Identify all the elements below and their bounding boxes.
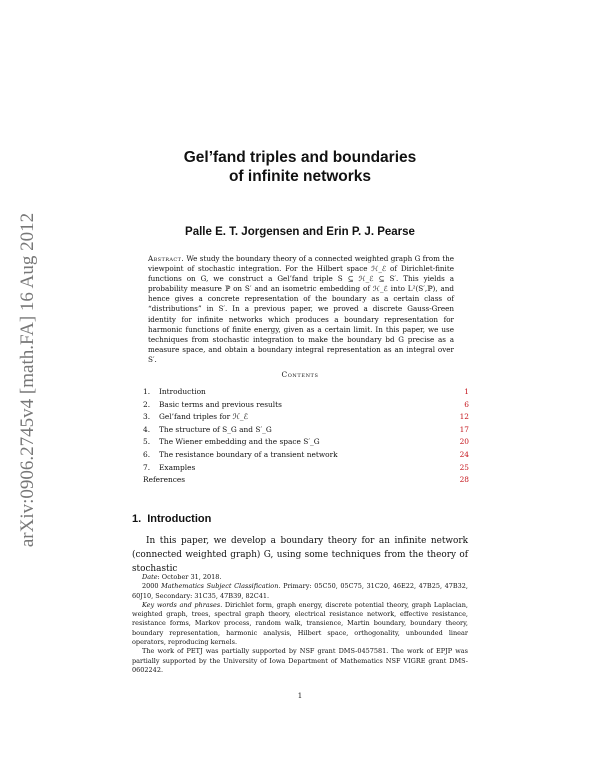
footnote-grants: The work of PETJ was partially supported by NSF grant DMS-0457581. The work of EPJP was partially supported by the University of Iowa Department of Mathematics NSF VIGRE grant DMS-0602242. — [132, 647, 468, 674]
toc-label: Basic terms and previous results — [159, 399, 282, 409]
toc-page-link[interactable]: 1 — [464, 387, 469, 396]
section-title: Introduction — [147, 513, 212, 525]
keywords-label: Key words and phrases. — [142, 600, 223, 609]
toc-number: 2. — [143, 399, 151, 409]
toc-page-link[interactable]: 17 — [459, 424, 469, 434]
page-number: 1 — [297, 692, 303, 700]
section-heading-introduction — [132, 513, 211, 525]
toc-label: References — [143, 475, 186, 485]
section-number: 1. — [132, 513, 142, 525]
toc-page-link[interactable]: 6 — [464, 399, 469, 409]
title-line-2: of infinite networks — [228, 168, 372, 185]
toc-label: Examples — [159, 462, 196, 472]
toc-page-link[interactable]: 24 — [459, 449, 469, 459]
table-of-contents — [143, 386, 469, 487]
toc-item-examples[interactable] — [143, 462, 469, 475]
abstract-text: We study the boundary theory of a connected weighted graph G from the viewpoint of stochastic integration. For the Hilbert space ℋ_ℰ of Dirichlet-finite functions on G, we construct a Gel’fand triple S ⊆ ℋ_ℰ ⊆ S′. This yields a probability measure ℙ on S′ and an isometric embedding of ℋ_ℰ into L²(S′,ℙ), and hence gives a concrete representation of the boundary as a certain class of “distributions” in S′. In a previous paper, we proved a discrete Gauss-Green identity for infinite networks which produces a boundary representation for harmonic functions of finite energy, given as a certain limit. In this paper, we use techniques from stochastic integration to make the boundary bd G precise as a measure space, and obtain a boundary integral representation as an integral over S′. — [148, 254, 454, 364]
abstract-heading: Abstract. — [148, 254, 185, 263]
toc-label: The resistance boundary of a transient network — [159, 449, 338, 459]
msc-prefix: 2000 — [142, 582, 162, 591]
authors: Palle E. T. Jorgensen and Erin P. J. Pearse — [185, 226, 415, 238]
footnotes — [132, 573, 468, 675]
toc-number: 5. — [143, 437, 151, 447]
toc-label: Gel’fand triples for ℋ_ℰ — [159, 412, 248, 422]
toc-item-basic-terms[interactable] — [143, 399, 469, 412]
footnote-msc — [132, 582, 468, 601]
toc-number: 3. — [143, 412, 151, 422]
toc-item-gelfand-triples[interactable] — [143, 411, 469, 424]
toc-page-link[interactable]: 20 — [459, 437, 469, 447]
title-line-1: Gel’fand triples and boundaries — [183, 149, 417, 166]
toc-item-structure[interactable] — [143, 424, 469, 437]
paper-title — [100, 148, 500, 186]
footnote-date — [132, 573, 468, 582]
footnote-keywords — [132, 601, 468, 647]
toc-number: 7. — [143, 462, 151, 472]
msc-label: Mathematics Subject Classification. — [161, 582, 281, 591]
keywords-value: Dirichlet form, graph energy, discrete potential theory, graph Laplacian, weighted graph, trees, spectral graph theory, electrical resistance network, effective resistance, resistance forms, Markov process, random walk, transience, Martin boundary, boundary theory, boundary representation, harmonic analysis, Hilbert space, orthogonality, unbounded linear operators, reproducing kernels. — [132, 600, 468, 647]
toc-page-link[interactable]: 28 — [459, 475, 469, 485]
date-label: Date — [142, 573, 158, 581]
toc-item-resistance-boundary[interactable] — [143, 449, 469, 462]
toc-item-introduction[interactable] — [143, 386, 469, 399]
toc-number: 6. — [143, 449, 151, 459]
contents-heading: Contents — [281, 370, 319, 379]
toc-label: The structure of S_G and S′_G — [159, 424, 272, 434]
abstract — [148, 254, 454, 365]
toc-number: 1. — [143, 387, 151, 396]
msc-value: Primary: 05C50, 05C75, 31C20, 46E22, 47B25, 47B32, 60J10, Secondary: 31C35, 47B39, 82C41. — [132, 582, 468, 600]
date-value: : October 31, 2018. — [157, 573, 222, 581]
toc-item-wiener-embedding[interactable] — [143, 436, 469, 449]
toc-page-link[interactable]: 25 — [459, 462, 469, 472]
arxiv-stamp-text: arXiv:0906.2745v4 [math.FA] 16 Aug 2012 — [17, 212, 38, 548]
toc-label: The Wiener embedding and the space S′_G — [159, 437, 320, 447]
toc-number: 4. — [143, 424, 151, 434]
toc-label: Introduction — [159, 387, 206, 396]
intro-paragraph: In this paper, we develop a boundary theory for an infinite network (connected weighted graph) G, using some techniques from the theory of stochastic — [132, 536, 468, 574]
toc-item-references[interactable] — [143, 474, 469, 487]
toc-page-link[interactable]: 12 — [459, 412, 469, 422]
arxiv-stamp — [8, 180, 48, 580]
